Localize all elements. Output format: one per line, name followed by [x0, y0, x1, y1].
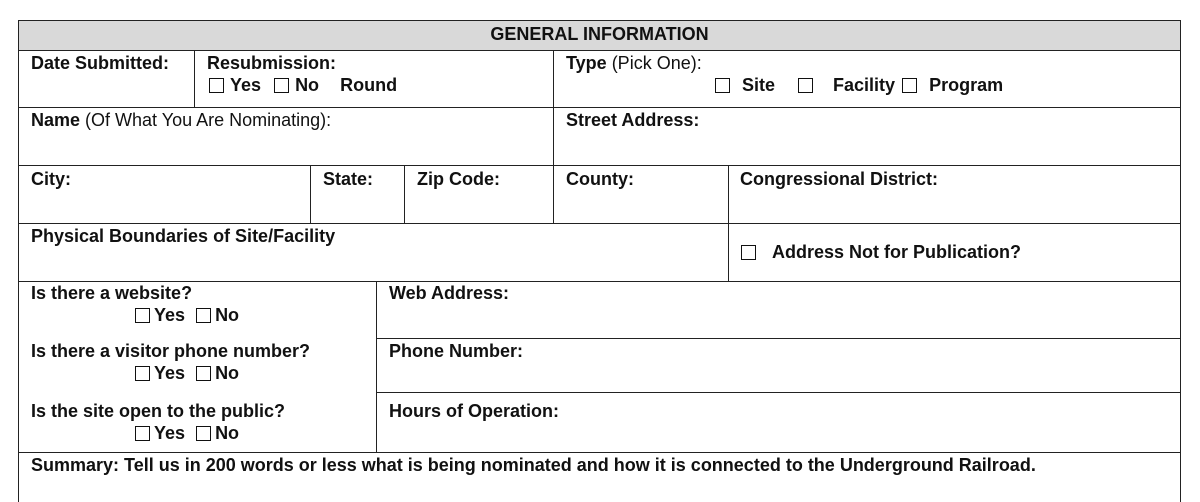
rule-mid-col	[553, 50, 554, 223]
phone-yes-checkbox[interactable]	[135, 366, 150, 381]
name-label: Name	[31, 110, 81, 130]
public-yes-checkbox[interactable]	[135, 426, 150, 441]
rule-top	[18, 20, 1181, 21]
type-hint: (Pick One):	[606, 53, 702, 73]
rule-right	[1180, 20, 1181, 502]
type-label-group	[566, 53, 702, 74]
section-title: GENERAL INFORMATION	[490, 24, 709, 44]
rule-city-state	[310, 165, 311, 223]
type-site-checkbox[interactable]	[715, 78, 730, 93]
date-submitted-label: Date Submitted:	[31, 53, 170, 73]
not-for-publication-checkbox[interactable]	[741, 245, 756, 260]
resubmission-options	[209, 75, 397, 96]
phone-number-label: Phone Number:	[389, 341, 524, 361]
type-facility-label: Facility	[833, 75, 896, 95]
congressional-district-label: Congressional District:	[740, 169, 939, 189]
general-information-form	[18, 20, 1181, 502]
website-no-checkbox[interactable]	[196, 308, 211, 323]
type-options	[715, 75, 1003, 96]
public-no-label: No	[215, 423, 240, 443]
website-yes-label: Yes	[154, 305, 186, 325]
rule-date-resub	[194, 50, 195, 107]
rule-question-field	[376, 281, 377, 452]
resubmission-yes-label: Yes	[230, 75, 262, 95]
phone-options	[135, 363, 239, 384]
type-program-label: Program	[929, 75, 1004, 95]
resubmission-no-checkbox[interactable]	[274, 78, 289, 93]
summary-label: Summary: Tell us in 200 words or less what is being nominated and how it is connected to the Underground Railroad.	[31, 455, 1036, 475]
public-yes-label: Yes	[154, 423, 186, 443]
city-label: City:	[31, 169, 71, 189]
state-label: State:	[323, 169, 374, 189]
name-label-group	[31, 110, 331, 131]
rule-row1-bottom	[18, 107, 1181, 108]
rule-left	[18, 20, 19, 502]
rule-county-district	[728, 165, 729, 281]
resubmission-no-label: No	[295, 75, 320, 95]
hours-of-operation-label: Hours of Operation:	[389, 401, 559, 421]
type-site-label: Site	[742, 75, 776, 95]
rule-row2-bottom	[18, 165, 1181, 166]
phone-yes-label: Yes	[154, 363, 186, 383]
public-no-checkbox[interactable]	[196, 426, 211, 441]
public-options	[135, 423, 239, 444]
phone-no-label: No	[215, 363, 240, 383]
website-options	[135, 305, 239, 326]
website-no-label: No	[215, 305, 240, 325]
public-question: Is the site open to the public?	[31, 401, 286, 421]
type-program-checkbox[interactable]	[902, 78, 917, 93]
type-label: Type	[566, 53, 607, 73]
physical-boundaries-label: Physical Boundaries of Site/Facility	[31, 226, 336, 246]
county-label: County:	[566, 169, 634, 189]
rule-row4-bottom	[18, 281, 1181, 282]
rule-header-bottom	[18, 50, 1181, 51]
rule-row6-field-bottom	[376, 392, 1181, 393]
phone-question: Is there a visitor phone number?	[31, 341, 311, 361]
not-for-publication-group	[741, 242, 1021, 263]
phone-no-checkbox[interactable]	[196, 366, 211, 381]
zip-code-label: Zip Code:	[417, 169, 500, 189]
rule-row7-bottom	[18, 452, 1181, 453]
street-address-label: Street Address:	[566, 110, 700, 130]
resubmission-yes-checkbox[interactable]	[209, 78, 224, 93]
round-label: Round	[340, 75, 398, 95]
name-hint: (Of What You Are Nominating):	[80, 110, 332, 130]
website-yes-checkbox[interactable]	[135, 308, 150, 323]
type-facility-checkbox[interactable]	[798, 78, 813, 93]
rule-row3-bottom	[18, 223, 1181, 224]
website-question: Is there a website?	[31, 283, 193, 303]
rule-row5-field-bottom	[376, 338, 1181, 339]
rule-state-zip	[404, 165, 405, 223]
resubmission-label: Resubmission:	[207, 53, 337, 73]
web-address-label: Web Address:	[389, 283, 510, 303]
not-for-publication-label: Address Not for Publication?	[772, 242, 1022, 262]
